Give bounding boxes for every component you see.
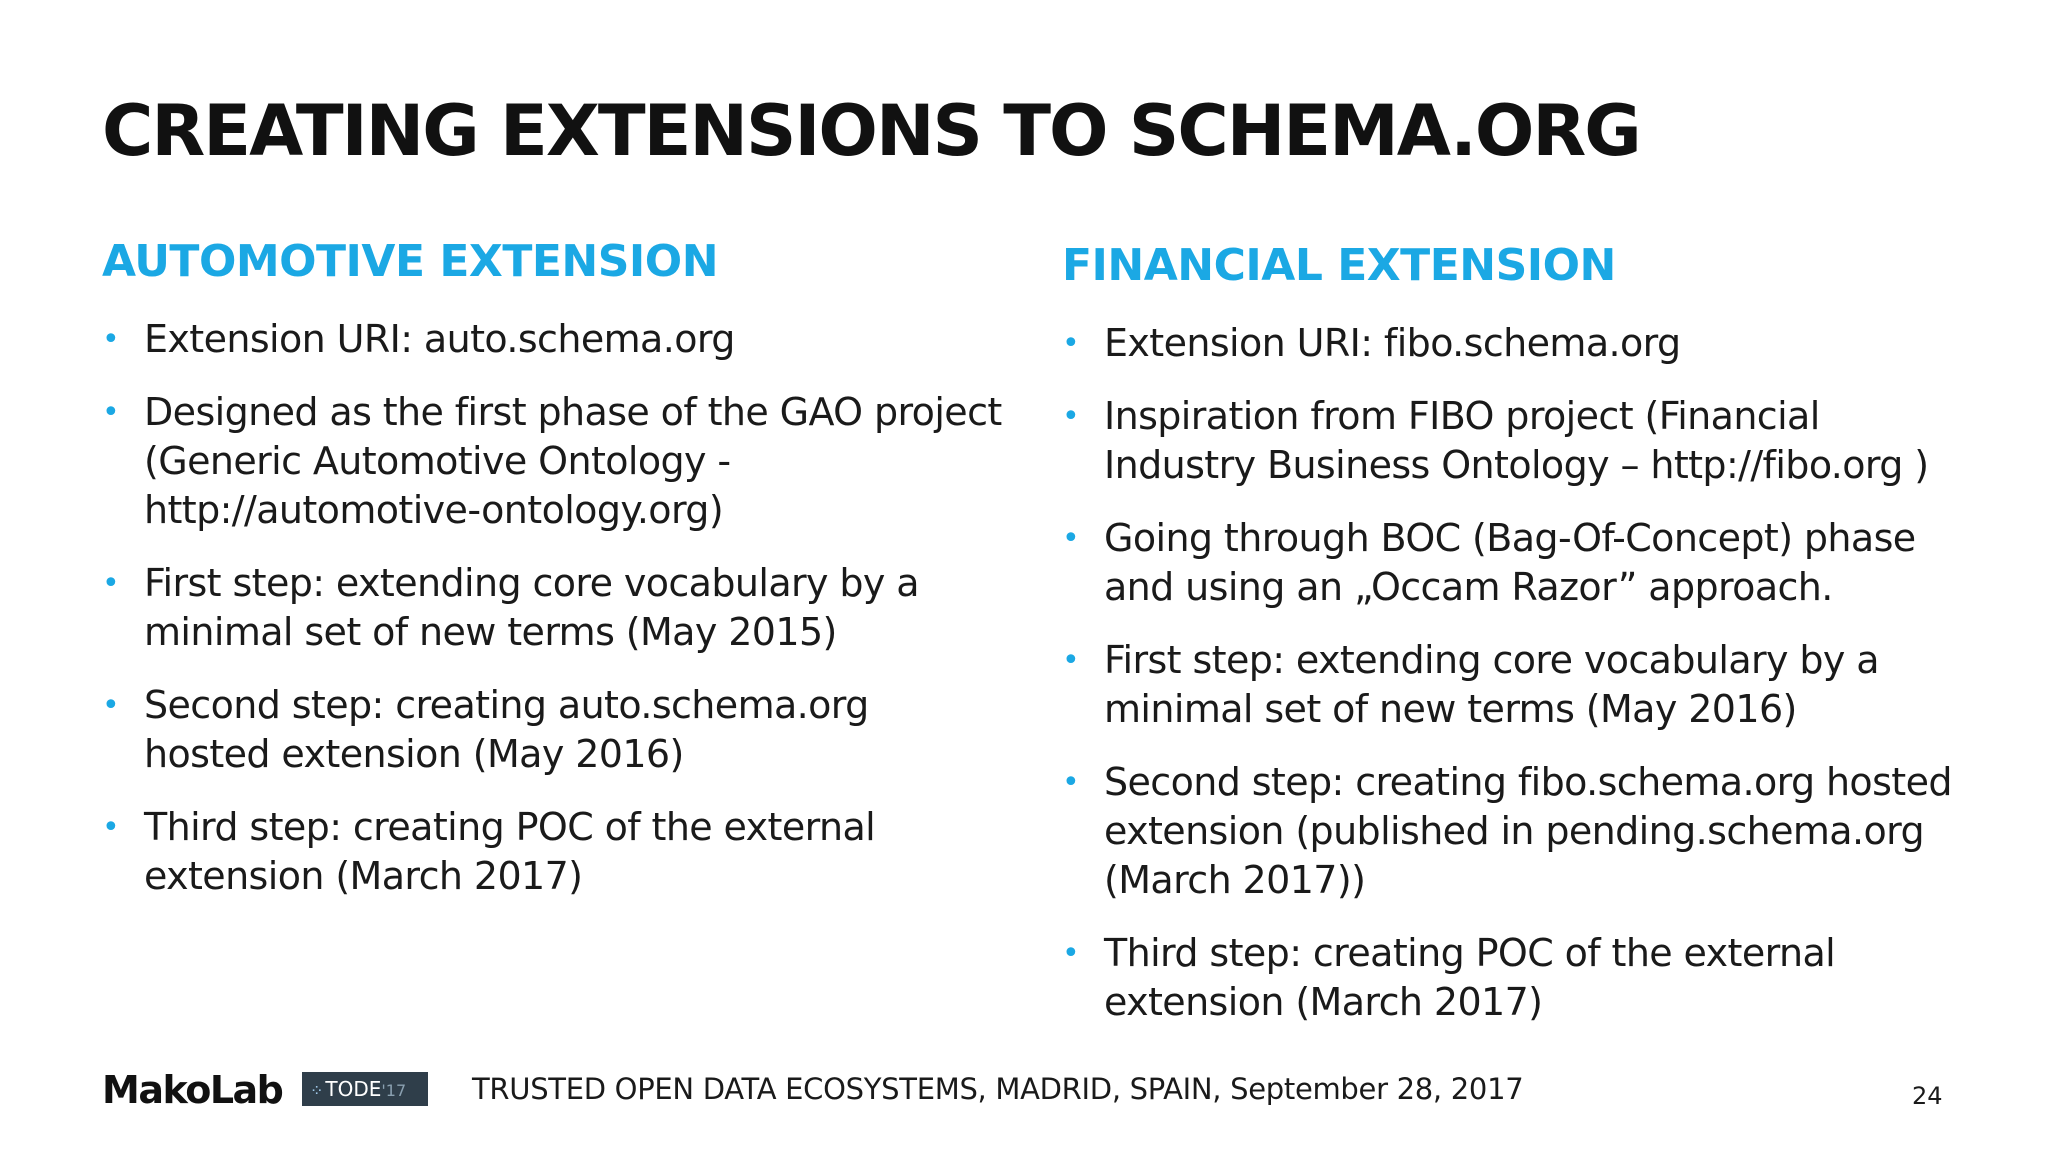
financial-extension-column [1062, 240, 1982, 1051]
bullet-text: Second step: creating fibo.schema.org hosted extension (published in pending.schema.org (March 2017)) [1104, 760, 1952, 902]
bullet-icon: • [1062, 765, 1080, 800]
bullet-icon: • [102, 395, 120, 430]
bullet-item [1062, 636, 1982, 734]
bullet-text: Going through BOC (Bag-Of-Concept) phase and using an „Occam Razor” approach. [1104, 516, 1916, 609]
bullet-icon: • [102, 566, 120, 601]
bullet-icon: • [1062, 643, 1080, 678]
tode-badge [302, 1072, 428, 1106]
bullet-text: Extension URI: auto.schema.org [144, 317, 735, 361]
bullet-item [1062, 514, 1982, 612]
bullet-text: Second step: creating auto.schema.org hosted extension (May 2016) [144, 683, 869, 776]
slide-title: CREATING EXTENSIONS TO SCHEMA.ORG [102, 90, 1640, 172]
automotive-extension-heading: AUTOMOTIVE EXTENSION [102, 236, 719, 287]
bullet-text: Extension URI: fibo.schema.org [1104, 321, 1681, 365]
bullet-item [102, 803, 1002, 901]
bullet-item [102, 388, 1002, 535]
bullet-item [102, 559, 1002, 657]
bullet-item [102, 681, 1002, 779]
conference-caption: TRUSTED OPEN DATA ECOSYSTEMS, MADRID, SPAIN, September 28, 2017 [472, 1072, 1524, 1106]
bullet-text: Third step: creating POC of the external extension (March 2017) [1104, 931, 1836, 1024]
automotive-bullet-list [102, 315, 1002, 901]
page-number: 24 [1912, 1082, 1943, 1110]
bullet-item [1062, 758, 1982, 905]
bullet-item [102, 315, 1002, 364]
bullet-item [1062, 392, 1982, 490]
tode-dots-icon: ⁘ [310, 1081, 324, 1100]
makolab-logo: MakoLab [102, 1068, 283, 1112]
bullet-icon: • [102, 810, 120, 845]
bullet-icon: • [1062, 399, 1080, 434]
bullet-icon: • [102, 688, 120, 723]
financial-extension-heading: FINANCIAL EXTENSION [1062, 240, 1616, 291]
bullet-text: First step: extending core vocabulary by a minimal set of new terms (May 2015) [144, 561, 919, 654]
automotive-extension-column [102, 236, 1002, 925]
slide-footer [0, 1060, 2048, 1120]
tode-badge-text: TODE [325, 1077, 382, 1101]
bullet-icon: • [1062, 521, 1080, 556]
bullet-text: Inspiration from FIBO project (Financial Industry Business Ontology – http://fibo.org ) [1104, 394, 1929, 487]
bullet-text: Designed as the first phase of the GAO project (Generic Automotive Ontology - http://automotive-ontology.org) [144, 390, 1002, 532]
bullet-icon: • [1062, 326, 1080, 361]
tode-badge-year: '17 [381, 1081, 407, 1100]
bullet-item [1062, 319, 1982, 368]
bullet-text: First step: extending core vocabulary by a minimal set of new terms (May 2016) [1104, 638, 1879, 731]
financial-bullet-list [1062, 319, 1982, 1027]
bullet-item [1062, 929, 1982, 1027]
bullet-icon: • [102, 322, 120, 357]
bullet-icon: • [1062, 936, 1080, 971]
bullet-text: Third step: creating POC of the external extension (March 2017) [144, 805, 876, 898]
